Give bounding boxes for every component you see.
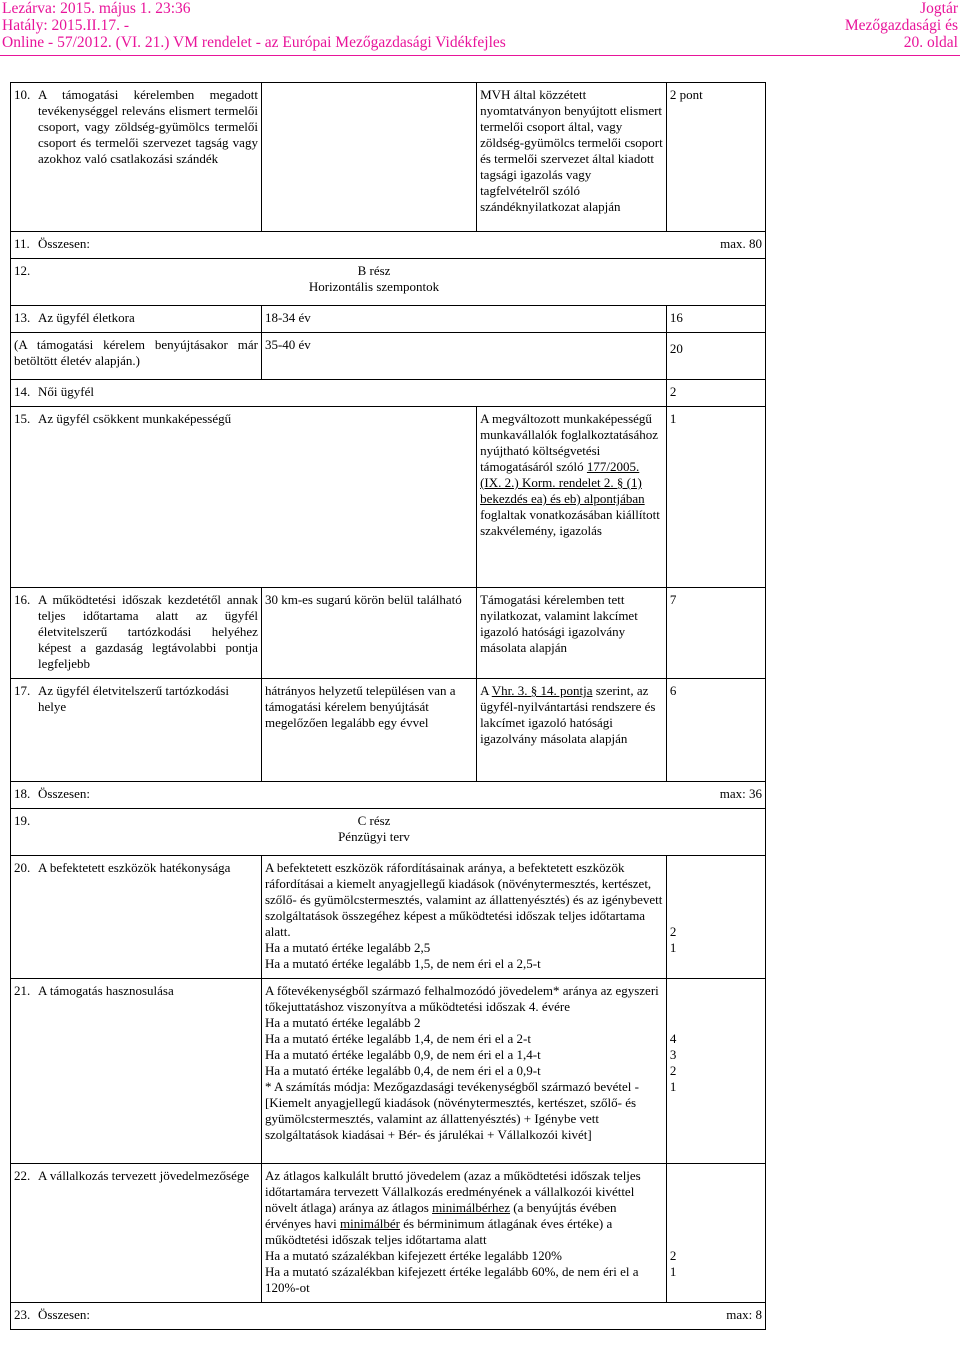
method-text: A befektetett eszközök ráfordításainak aránya, a befektetett eszközök ráfordításai a kiemelt anyagjellegű kiadások (növénytermesztés, kertészet, szőlő- és gyümölcstermesztés, valamint az állattenyésztés) és az igénybevett szolgáltatások összegéhez képest a működtetési időszak teljes időtartama alatt. — [264, 860, 663, 939]
evidence-text: Támogatási kérelemben tett nyilatkozat, valamint lakcímet igazoló hatósági igazolvány másolata alapján — [480, 592, 638, 655]
criterion-text: Női ügyfél — [38, 384, 94, 399]
option-cell — [261, 83, 476, 232]
criterion-text: A vállalkozás tervezett jövedelmezősége — [38, 1168, 250, 1183]
table-row — [11, 1164, 766, 1303]
points-cell — [666, 380, 765, 407]
row-number: 21. — [14, 983, 31, 998]
section-title: B rész — [357, 263, 391, 278]
method-text: A főtevékenységből származó felhalmozódó jövedelem* aránya az egyszeri tőkejuttatáshoz viszonyítva a működtetési időszak 4. évére — [264, 983, 659, 1014]
total-label: Összesen: — [38, 786, 90, 801]
points-value: 2 — [669, 384, 677, 399]
condition-4: Ha a mutató értéke legalább 0,4, de nem éri el a 0,9-t — [264, 1063, 541, 1078]
total-label-cell — [11, 232, 667, 259]
option-text: hátrányos helyzetű településen van a támogatási kérelem benyújtását megelőzően legalább egy évvel — [264, 683, 456, 730]
method-text: Az átlagos kalkulált bruttó jövedelem (azaz a működtetési időszak teljes időtartamára tervezett Vállalkozás eredményének a vállalkozói kivéttel növelt átlaga) aránya az átlagos — [264, 1168, 641, 1215]
evidence-text-continued: foglaltak vonatkozásában kiállított szakvélemény, igazolás — [480, 507, 660, 538]
evidence-text-continued: szerint, az ügyfél-nyilvántartási rendszere és lakcímet igazoló hatósági igazolvány másolata alapján — [480, 683, 656, 746]
criterion-text: A támogatási kérelemben megadott tevékenységgel releváns elismert termelői csoport, vagy zöldség-gyümölcs termelői csoport és termelői szervezet tagság vagy azokhoz való csatlakozási szándék — [38, 87, 258, 166]
criterion-note: (A támogatási kérelem benyújtásakor már betöltött életév alapján.) — [14, 337, 258, 368]
criterion-cell — [11, 856, 262, 979]
points-value: 20 — [669, 341, 683, 356]
option-text: 30 km-es sugarú körön belül található — [264, 592, 462, 607]
condition-1: Ha a mutató százalékban kifejezett értéke legalább 120% — [264, 1248, 562, 1263]
row-number: 22. — [14, 1168, 31, 1183]
scoring-table — [10, 82, 766, 1330]
table-row — [11, 306, 766, 333]
legal-reference-link[interactable]: Vhr. 3. § 14. pontja — [491, 683, 593, 698]
points-value: 1 — [669, 940, 677, 955]
points-cell — [666, 232, 765, 259]
table-row — [11, 83, 766, 232]
method-cell — [261, 856, 666, 979]
row-number: 20. — [14, 860, 31, 875]
points-cell — [666, 83, 765, 232]
row-number: 13. — [14, 310, 31, 325]
points-cell — [666, 306, 765, 333]
evidence-cell — [477, 679, 667, 782]
table-row — [11, 380, 766, 407]
table-row — [11, 979, 766, 1164]
table-row — [11, 679, 766, 782]
points-cell — [666, 1164, 765, 1303]
table-row — [11, 856, 766, 979]
header-left — [2, 0, 506, 51]
points-cell — [666, 333, 765, 380]
method-cell — [261, 1164, 666, 1303]
section-header-cell — [11, 259, 766, 306]
row-number: 17. — [14, 683, 31, 698]
criterion-text: Az ügyfél életkora — [38, 310, 135, 325]
table-row — [11, 407, 766, 588]
points-value: max: 36 — [719, 786, 762, 801]
row-number: 19. — [14, 813, 31, 828]
criterion-text: Az ügyfél életvitelszerű tartózkodási helye — [38, 683, 229, 714]
row-number: 12. — [14, 263, 31, 278]
section-header-cell — [11, 809, 766, 856]
locked-date: Lezárva: 2015. május 1. 23:36 — [2, 0, 191, 17]
criterion-note-cell — [11, 333, 262, 380]
total-label-cell — [11, 782, 667, 809]
evidence-cell — [477, 83, 667, 232]
table-row — [11, 259, 766, 306]
table-row — [11, 232, 766, 259]
header-right — [845, 0, 958, 51]
criterion-cell — [11, 1164, 262, 1303]
points-value: 2 — [669, 1063, 677, 1078]
points-cell — [666, 856, 765, 979]
points-cell — [666, 1303, 765, 1330]
document-title: Online - 57/2012. (VI. 21.) VM rendelet - az Európai Mezőgazdasági Vidékfejles — [2, 34, 506, 51]
criterion-cell — [11, 306, 262, 333]
total-label-cell — [11, 1303, 667, 1330]
points-cell — [666, 979, 765, 1164]
evidence-cell — [477, 407, 667, 588]
page-number: 20. oldal — [903, 34, 958, 51]
section-title: C rész — [357, 813, 391, 828]
minimum-wage-term: minimálbér — [340, 1216, 400, 1231]
condition-3: Ha a mutató értéke legalább 0,9, de nem éri el a 1,4-t — [264, 1047, 541, 1062]
condition-1: Ha a mutató értéke legalább 2 — [264, 1015, 421, 1030]
evidence-text: A megváltozott munkaképességű munkavállalók foglalkoztatásához nyújtható költségvetési támogatásáról szóló — [480, 411, 659, 474]
points-value: max. 80 — [720, 236, 762, 251]
condition-2: Ha a mutató értéke legalább 1,5, de nem éri el a 2,5-t — [264, 956, 541, 971]
option-cell — [261, 679, 476, 782]
option-cell — [261, 588, 476, 679]
effective-date: Hatály: 2015.II.17. - — [2, 17, 129, 34]
method-cell — [261, 979, 666, 1164]
row-number: 18. — [14, 786, 31, 801]
points-value: 1 — [669, 411, 677, 426]
evidence-text: MVH által közzétett nyomtatványon benyújtott elismert termelői csoport által, vagy zöldség-gyümölcs termelői csoport és termelői szervezet által kiadott tagsági igazolás vagy tagfelvételről szóló szándéknyilatkozat alapján — [480, 87, 663, 214]
row-number: 11. — [14, 236, 30, 251]
condition-2: Ha a mutató értéke legalább 1,4, de nem éri el a 2-t — [264, 1031, 531, 1046]
evidence-cell — [477, 588, 667, 679]
option-cell — [261, 306, 666, 333]
brand-name: Jogtár — [920, 0, 958, 17]
row-number: 15. — [14, 411, 31, 426]
section-subtitle: Pénzügyi terv — [338, 829, 410, 844]
criterion-cell — [11, 83, 262, 232]
total-label: Összesen: — [38, 236, 90, 251]
criterion-text: Az ügyfél csökkent munkaképességű — [38, 411, 232, 426]
header-divider — [0, 55, 960, 56]
criterion-cell — [11, 588, 262, 679]
row-number: 10. — [14, 87, 31, 102]
condition-1: Ha a mutató értéke legalább 2,5 — [264, 940, 431, 955]
total-label: Összesen: — [38, 1307, 90, 1322]
table-row — [11, 588, 766, 679]
legal-reference-link[interactable]: 177/2005. (IX. 2.) Korm. rendelet 2. § (1) bekezdés ea) és eb) alpontjában — [480, 459, 645, 506]
points-value: 2 — [669, 1248, 677, 1263]
points-value: max: 8 — [726, 1307, 762, 1322]
criterion-cell — [11, 679, 262, 782]
points-value: 1 — [669, 1079, 677, 1094]
points-cell — [666, 782, 765, 809]
option-cell — [261, 333, 666, 380]
row-number: 16. — [14, 592, 31, 607]
table-row — [11, 333, 766, 380]
row-number: 14. — [14, 384, 31, 399]
criterion-text: A befektetett eszközök hatékonysága — [38, 860, 231, 875]
points-value: 4 — [669, 1031, 677, 1046]
points-cell — [666, 407, 765, 588]
points-value: 1 — [669, 1264, 677, 1279]
criterion-cell — [11, 407, 477, 588]
table-row — [11, 1303, 766, 1330]
minimum-wage-term: minimálbérhez — [432, 1200, 511, 1215]
criterion-text: A támogatás hasznosulása — [38, 983, 174, 998]
points-value: 3 — [669, 1047, 677, 1062]
option-text: 18-34 év — [264, 310, 311, 325]
method-text-continued: (a benyújtás évében érvényes havi — [264, 1200, 617, 1231]
calculation-note: * A számítás módja: Mezőgazdasági tevékenységből származó bevétel - [Kiemelt anyagjellegű kiadások (növénytermesztés, kertészet, szőlő- és gyümölcstermesztés, valamint az állattenyésztés) + Igénybe vett szolgáltatások kiadásai + Bér- és járulékai + Vállalkozói kivét] — [264, 1079, 639, 1142]
option-text: 35-40 év — [264, 337, 311, 352]
evidence-text: A — [480, 683, 492, 698]
points-value: 6 — [669, 683, 677, 698]
title-continuation: Mezőgazdasági és — [844, 17, 958, 34]
row-number: 23. — [14, 1307, 31, 1322]
condition-2: Ha a mutató százalékban kifejezett értéke legalább 60%, de nem éri el a 120%-ot — [264, 1264, 639, 1295]
table-row — [11, 809, 766, 856]
criterion-cell — [11, 979, 262, 1164]
method-text-end: és bérminimum átlagának éves értéke) a működtetési időszak teljes időtartama alatt — [264, 1216, 613, 1247]
points-value: 2 pont — [669, 87, 703, 102]
criterion-cell — [11, 380, 667, 407]
points-value: 16 — [669, 310, 683, 325]
points-cell — [666, 679, 765, 782]
points-value: 2 — [669, 924, 677, 939]
criterion-text: A működtetési időszak kezdetétől annak teljes időtartama alatt az ügyfél életvitelszerű tartózkodási helyéhez képest a gazdaság legtávolabbi pontja legfeljebb — [38, 592, 258, 671]
points-value: 7 — [669, 592, 677, 607]
table-row — [11, 782, 766, 809]
page-header — [0, 0, 960, 54]
points-cell — [666, 588, 765, 679]
section-subtitle: Horizontális szempontok — [308, 279, 440, 294]
